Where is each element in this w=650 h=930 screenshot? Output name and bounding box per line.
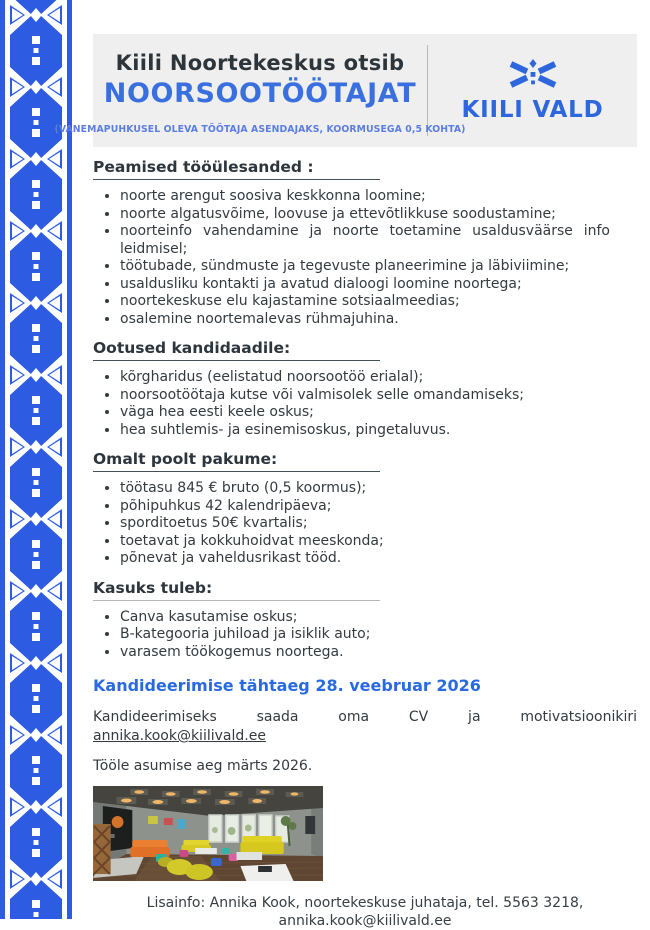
bullet-item: • osalemine noortemalevas rühmajuhina. [120, 311, 610, 329]
footer-contact [93, 894, 637, 930]
section-expectations [93, 339, 637, 439]
bullet-item: • toetavat ja kokkuhoidvat meeskonda; [120, 533, 610, 551]
apply-instructions [93, 708, 637, 746]
bullet-item: • usaldusliku kontakti ja avatud dialoogi loomine noortega; [120, 276, 610, 294]
footer-line2: annika.kook@kiilivald.ee [278, 913, 452, 929]
bullet-list [93, 609, 610, 662]
section-advantages [93, 579, 637, 662]
application-deadline: Kandideerimise tähtaeg 28. veebruar 2026 [93, 676, 481, 695]
bullet-list [93, 480, 610, 568]
subtitle: (VANEMAPUHKUSEL OLEVA TÖÖTAJA ASENDAJAKS, KOORMUSEGA 0,5 KOHTA) [54, 124, 466, 135]
apply-email-link[interactable]: annika.kook@kiilivald.ee [93, 728, 266, 744]
section-tasks [93, 158, 637, 328]
section-heading: Peamised tööülesanded : [93, 158, 637, 180]
bullet-item: • hea suhtlemis- ja esinemisoskus, pingetaluvus. [120, 422, 610, 440]
bullet-item: • noorteinfo vahendamine ja noorte toetamine usaldusväärse info leidmisel; [120, 223, 610, 258]
section-heading: Ootused kandidaadile: [93, 339, 637, 361]
header-band [54, 34, 637, 147]
section-offer [93, 450, 637, 568]
section-heading: Kasuks tuleb: [93, 579, 637, 601]
logo-text: KIILI VALD [461, 96, 604, 123]
dragonfly-icon [507, 59, 559, 91]
bullet-item: • noorsootöötaja kutse või valmisolek selle omandamiseks; [120, 387, 610, 405]
apply-text: Kandideerimiseks saada oma CV ja motivatsioonikiri [93, 709, 637, 725]
youth-center-photo [93, 786, 323, 881]
section-heading: Omalt poolt pakume: [93, 450, 637, 472]
bullet-list [93, 369, 610, 439]
bullet-item: • väga hea eesti keele oskus; [120, 404, 610, 422]
bullet-item: • põnevat ja vaheldusrikast tööd. [120, 550, 610, 568]
poster-content [54, 0, 637, 930]
bullet-item: • Canva kasutamise oskus; [120, 609, 610, 627]
bullet-item: • töötasu 845 € bruto (0,5 koormus); [120, 480, 610, 498]
bullet-item: • töötubade, sündmuste ja tegevuste planeerimine ja läbiviimine; [120, 258, 610, 276]
pretitle: Kiili Noortekeskus otsib [115, 51, 405, 75]
bullet-item: • noorte algatusvõime, loovuse ja ettevõtlikkuse soodustamine; [120, 206, 610, 224]
start-date: Tööle asumise aeg märts 2026. [93, 758, 313, 774]
bullet-item: • noortekeskuse elu kajastamine sotsiaalmeedias; [120, 293, 610, 311]
bullet-item: • noorte arengut soosiva keskkonna loomine; [120, 188, 610, 206]
header-title-block [54, 34, 466, 147]
bullet-item: • kõrgharidus (eelistatud noorsootöö erialal); [120, 369, 610, 387]
page-title: NOORSOOTÖÖTAJAT [103, 78, 417, 109]
bullet-list [93, 188, 610, 328]
bullet-item: • põhipuhkus 42 kalendripäeva; [120, 498, 610, 516]
footer-line1: Lisainfo: Annika Kook, noortekeskuse juhataja, tel. 5563 3218, [146, 895, 584, 911]
bullet-item: • sporditoetus 50€ kvartalis; [120, 515, 610, 533]
folk-pattern-border [0, 0, 72, 919]
bullet-item: • varasem töökogemus noortega. [120, 644, 610, 662]
bullet-item: • B-kategooria juhiload ja isiklik auto; [120, 626, 610, 644]
